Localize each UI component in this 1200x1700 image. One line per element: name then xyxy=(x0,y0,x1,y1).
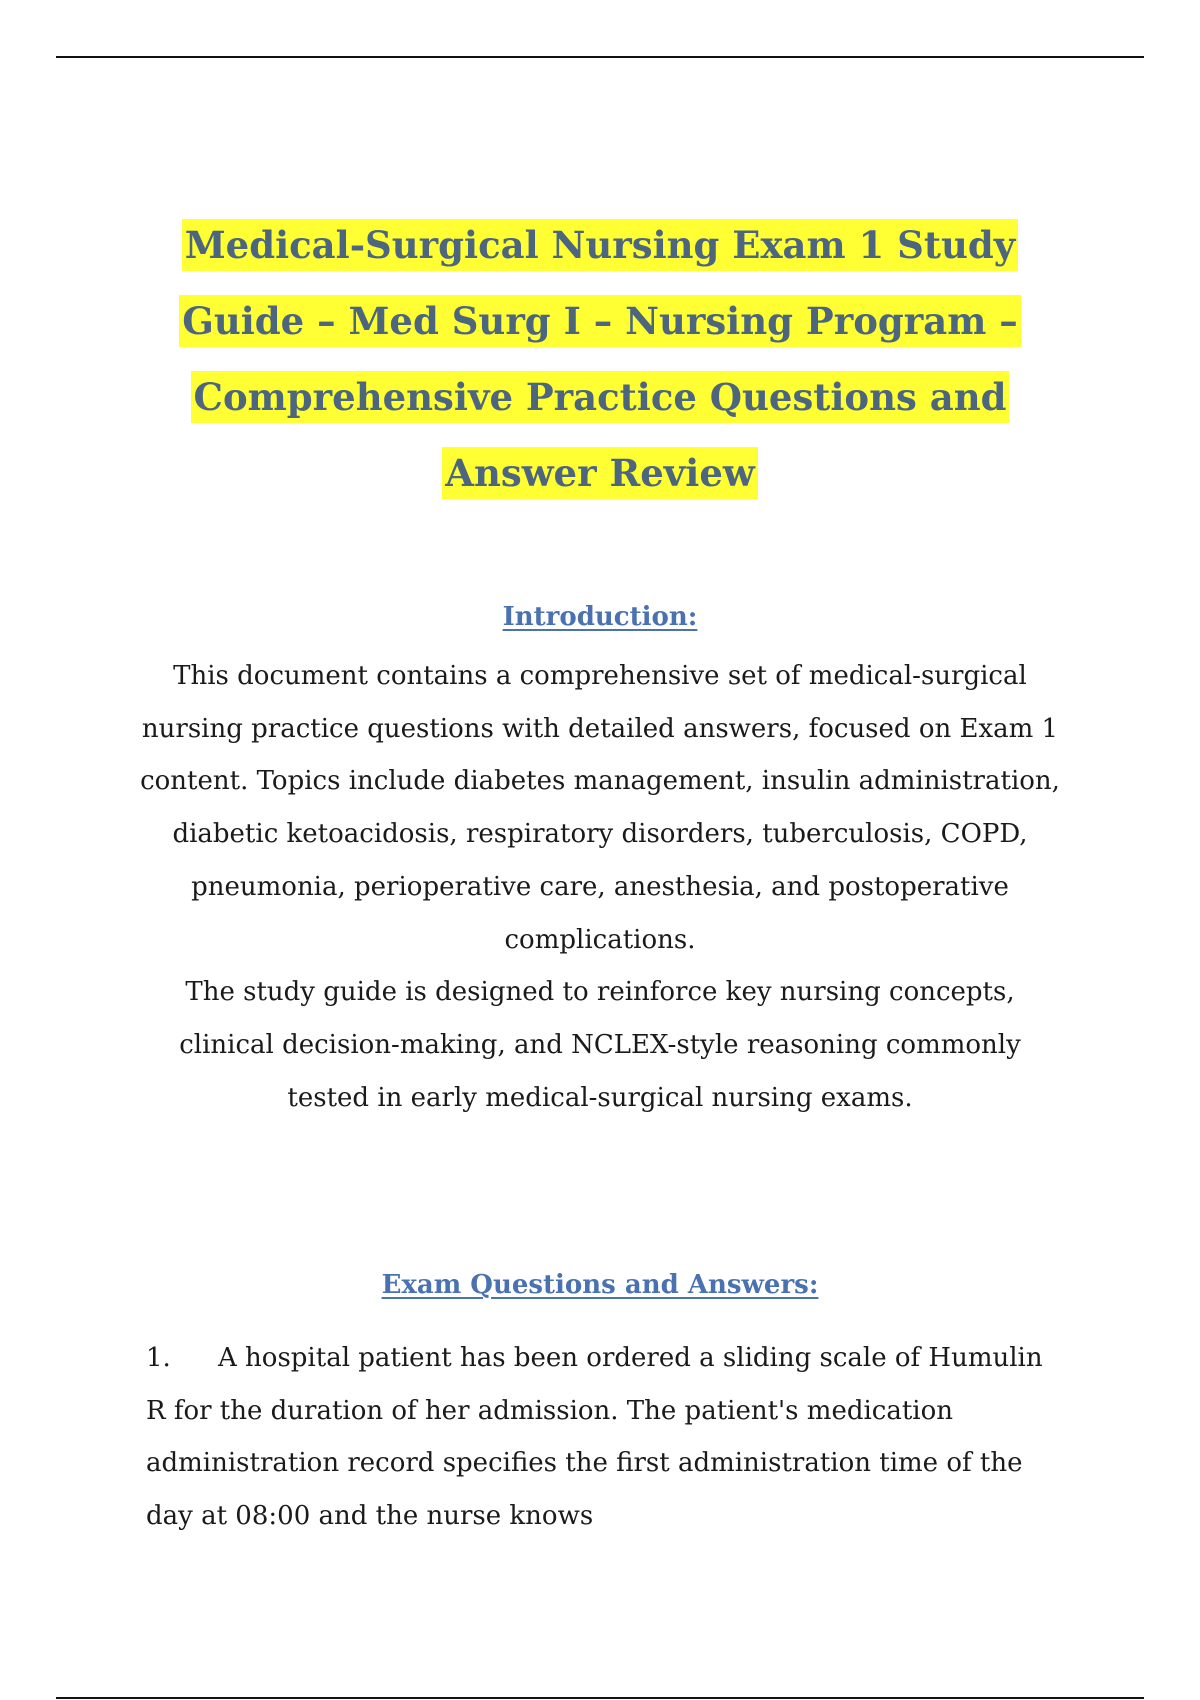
introduction-body xyxy=(140,650,1060,1124)
top-rule xyxy=(56,56,1144,58)
question-number: 1. xyxy=(146,1343,171,1373)
introduction-heading: Introduction: xyxy=(502,602,698,632)
introduction-paragraph-1: This document contains a comprehensive set of medical-surgical nursing practice questions with detailed answers, focused on Exam 1 content. Topics include diabetes management, insulin administration, diabetic ketoacidosis, respiratory disorders, tuberculosis, COPD, pneumonia, perioperative care, anesthesia, and postoperative complications. xyxy=(140,661,1060,955)
question-item xyxy=(146,1332,1046,1542)
title-highlight: Medical-Surgical Nursing Exam 1 Study Guide – Med Surg I – Nursing Program – Comprehensive Practice Questions and Answer Review xyxy=(179,219,1021,499)
question-text: A hospital patient has been ordered a sliding scale of Humulin R for the duration of her admission. The patient's medication administration record specifies the first administration time of the day at 08:00 and the nurse knows xyxy=(146,1343,1043,1531)
document-title xyxy=(150,207,1050,511)
exam-questions-heading: Exam Questions and Answers: xyxy=(381,1270,819,1300)
introduction-paragraph-2: The study guide is designed to reinforce key nursing concepts, clinical decision-making, and NCLEX-style reasoning commonly tested in early medical-surgical nursing exams. xyxy=(179,977,1021,1113)
bottom-rule xyxy=(56,1697,1144,1699)
